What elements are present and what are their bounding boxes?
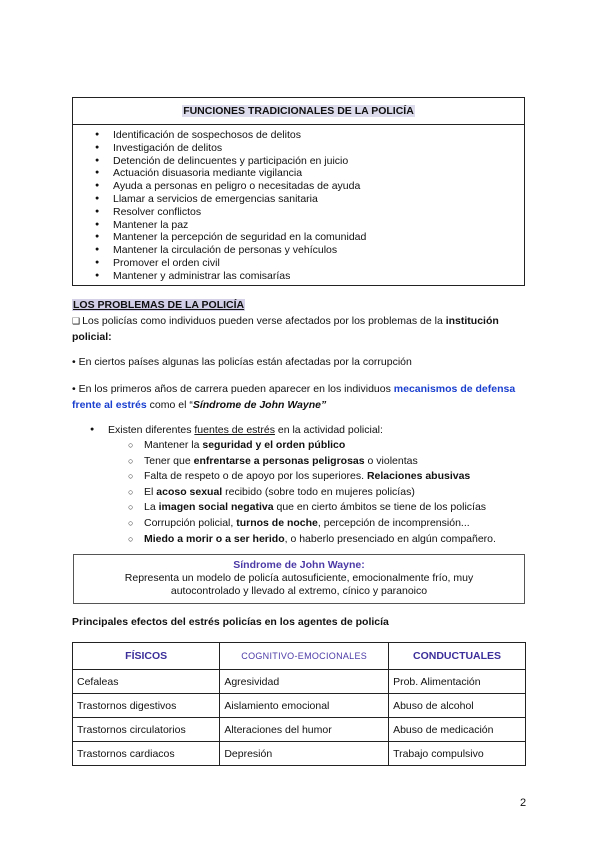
list-item: ● Identificación de sospechosos de delitos	[95, 129, 524, 142]
text-span: en la actividad policial:	[274, 424, 383, 436]
text-bold: turnos de noche	[236, 516, 318, 529]
table-cell: Depresión	[220, 742, 389, 766]
text-span: El	[144, 485, 157, 498]
list-item: ● Resolver conflictos	[95, 206, 524, 219]
list-item	[128, 532, 530, 548]
list-item	[128, 454, 530, 470]
text-span: o violentas	[364, 454, 418, 467]
list-item: ● Promover el orden civil	[95, 257, 524, 270]
text-span: recibido (sobre todo en mujeres policías)	[222, 485, 415, 498]
text-underline: fuentes de estrés	[194, 424, 275, 436]
text-span: La	[144, 501, 159, 514]
table-cell: Aislamiento emocional	[220, 694, 389, 718]
text-italic: Síndrome de John Wayne”	[192, 399, 327, 411]
text-span: , percepción de incomprensión...	[317, 516, 470, 529]
section-title: LOS PROBLEMAS DE LA POLICÍA	[73, 299, 245, 311]
list-item: ● Actuación disuasoria mediante vigilancia	[95, 167, 524, 180]
table-row	[73, 742, 526, 766]
table-cell: Trabajo compulsivo	[389, 742, 526, 766]
john-wayne-line: Representa un modelo de policía autosuficiente, emocionalmente frío, muy	[124, 572, 474, 584]
functions-box	[72, 97, 525, 286]
list-item: ● Investigación de delitos	[95, 142, 524, 155]
table-row	[73, 718, 526, 742]
table-header-row	[73, 643, 526, 670]
list-item: ● Mantener la circulación de personas y vehículos	[95, 244, 524, 257]
list-item	[128, 485, 530, 501]
table-cell: Trastornos digestivos	[73, 694, 220, 718]
john-wayne-title: Síndrome de John Wayne:	[233, 559, 365, 571]
stressor-list	[90, 438, 530, 547]
paragraph-individuals	[72, 313, 528, 345]
text-span: Corrupción policial,	[144, 516, 237, 529]
effects-title: Principales efectos del estrés policías en los agentes de policía	[72, 616, 389, 628]
table-cell: Cefaleas	[73, 670, 220, 694]
table-cell: Prob. Alimentación	[389, 670, 526, 694]
table-cell: Agresividad	[220, 670, 389, 694]
text-bold: enfrentarse a personas peligrosas	[193, 454, 365, 467]
text-bold: acoso sexual	[156, 485, 223, 498]
text-span: que en cierto ámbitos se tiene de los policías	[273, 501, 487, 514]
list-item	[128, 500, 530, 516]
list-item: ● Mantener la paz	[95, 219, 524, 232]
table-cell: Trastornos circulatorios	[73, 718, 220, 742]
column-header-behavioral: CONDUCTUALES	[389, 643, 526, 670]
list-item	[128, 516, 530, 532]
text-bold: institución policial:	[72, 315, 499, 343]
john-wayne-line: autocontrolado y llevado al extremo, cínico y paranoico	[170, 585, 428, 597]
text-span: como el “	[146, 399, 193, 411]
effects-table	[72, 642, 526, 766]
table-row	[73, 670, 526, 694]
stress-sources	[90, 422, 530, 547]
list-item: ● Detención de delincuentes y participación en juicio	[95, 155, 524, 168]
list-item	[128, 438, 530, 454]
paragraph-defense-mechanisms	[72, 381, 528, 413]
text-span: Tener que	[144, 454, 194, 467]
text-span: Existen diferentes	[108, 424, 195, 436]
list-item: ● Llamar a servicios de emergencias sanitaria	[95, 193, 524, 206]
list-item: ● Mantener la percepción de seguridad en la comunidad	[95, 231, 524, 244]
list-item: ● Mantener y administrar las comisarías	[95, 270, 524, 283]
john-wayne-box	[73, 554, 525, 604]
checkbox-icon: ❑	[72, 316, 81, 326]
table-row	[73, 694, 526, 718]
table-cell: Abuso de medicación	[389, 718, 526, 742]
list-item	[128, 469, 530, 485]
text-highlight: mecanismos de defensa frente al estrés	[72, 383, 516, 411]
text-span: Falta de respeto o de apoyo por los superiores.	[144, 470, 367, 483]
table-cell: Alteraciones del humor	[220, 718, 389, 742]
table-cell: Trastornos cardiacos	[73, 742, 220, 766]
functions-box-header	[73, 98, 524, 125]
text-bold: seguridad y el orden público	[202, 439, 346, 451]
stress-sources-lead	[90, 422, 530, 438]
text-bold: Miedo a morir o a ser herido	[144, 532, 285, 545]
functions-list	[73, 125, 524, 283]
text-span: , o haberlo presenciado en algún compañero.	[284, 532, 496, 545]
text-bold: Relaciones abusivas	[366, 470, 471, 483]
text-span: Mantener la	[144, 439, 203, 451]
text-span: • En los primeros años de carrera pueden aparecer en los individuos	[72, 383, 394, 395]
table-cell: Abuso de alcohol	[389, 694, 526, 718]
text-span: Los policías como individuos pueden verse afectados por los problemas de la	[82, 315, 446, 327]
paragraph-corruption: • En ciertos países algunas las policías están afectadas por la corrupción	[72, 356, 412, 368]
page-number: 2	[520, 797, 527, 809]
list-item: ● Ayuda a personas en peligro o necesitadas de ayuda	[95, 180, 524, 193]
column-header-cognitive: COGNITIVO-EMOCIONALES	[220, 643, 389, 670]
text-bold: imagen social negativa	[158, 501, 274, 514]
functions-box-title: FUNCIONES TRADICIONALES DE LA POLICÍA	[183, 105, 414, 117]
column-header-physical: FÍSICOS	[73, 643, 220, 670]
